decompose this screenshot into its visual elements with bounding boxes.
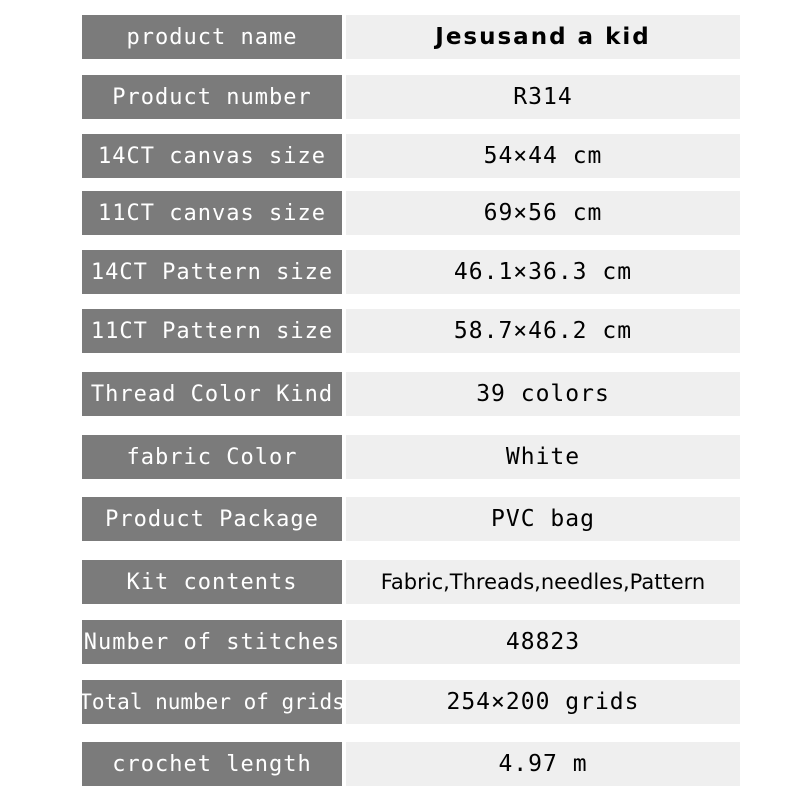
label-kit-contents: Kit contents <box>82 560 342 604</box>
value-fabric-color: White <box>346 435 740 479</box>
value-product-package: PVC bag <box>346 497 740 541</box>
row-14ct-pattern-size <box>82 250 740 294</box>
row-thread-color-kind <box>82 372 740 416</box>
row-product-package <box>82 497 740 541</box>
label-14ct-canvas-size: 14CT canvas size <box>82 134 342 178</box>
value-product-name: Jesusand a kid <box>346 15 740 59</box>
row-14ct-canvas-size <box>82 134 740 178</box>
value-thread-color-kind: 39 colors <box>346 372 740 416</box>
value-number-of-stitches: 48823 <box>346 620 740 664</box>
row-kit-contents <box>82 560 740 604</box>
row-11ct-canvas-size <box>82 191 740 235</box>
label-product-name: product name <box>82 15 342 59</box>
row-product-number <box>82 75 740 119</box>
value-11ct-pattern-size: 58.7×46.2 cm <box>346 309 740 353</box>
label-product-number: Product number <box>82 75 342 119</box>
label-fabric-color: fabric Color <box>82 435 342 479</box>
label-total-number-of-grids: Total number of grids <box>82 680 342 724</box>
label-product-package: Product Package <box>82 497 342 541</box>
row-11ct-pattern-size <box>82 309 740 353</box>
label-number-of-stitches: Number of stitches <box>82 620 342 664</box>
label-crochet-length: crochet length <box>82 742 342 786</box>
value-14ct-canvas-size: 54×44 cm <box>346 134 740 178</box>
label-11ct-pattern-size: 11CT Pattern size <box>82 309 342 353</box>
value-kit-contents: Fabric,Threads,needles,Pattern <box>346 560 740 604</box>
row-product-name <box>82 15 740 59</box>
row-number-of-stitches <box>82 620 740 664</box>
value-14ct-pattern-size: 46.1×36.3 cm <box>346 250 740 294</box>
value-total-number-of-grids: 254×200 grids <box>346 680 740 724</box>
value-crochet-length: 4.97 m <box>346 742 740 786</box>
value-11ct-canvas-size: 69×56 cm <box>346 191 740 235</box>
label-thread-color-kind: Thread Color Kind <box>82 372 342 416</box>
label-11ct-canvas-size: 11CT canvas size <box>82 191 342 235</box>
value-product-number: R314 <box>346 75 740 119</box>
label-14ct-pattern-size: 14CT Pattern size <box>82 250 342 294</box>
row-total-number-of-grids <box>79 680 740 724</box>
row-fabric-color <box>82 435 740 479</box>
row-crochet-length <box>82 742 740 786</box>
